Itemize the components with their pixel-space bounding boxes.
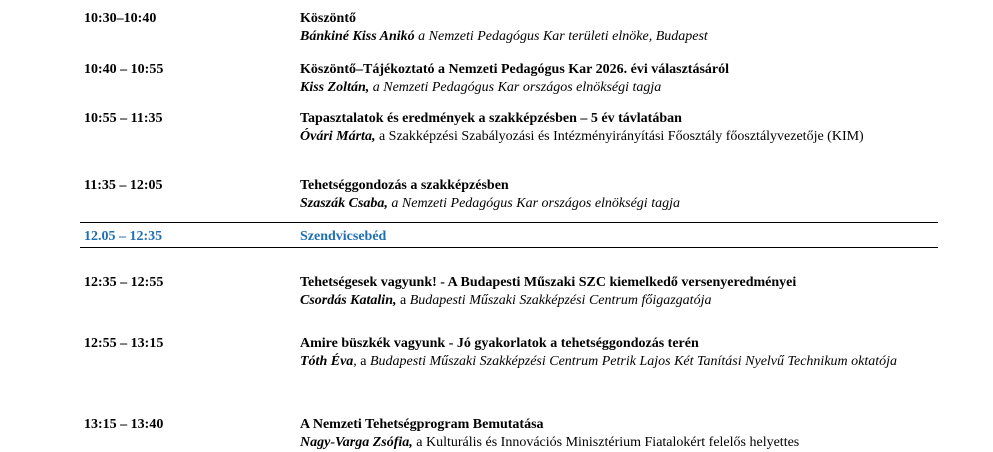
program-speaker-line <box>300 353 920 371</box>
program-title: A Nemzeti Tehetségprogram Bemutatása <box>300 417 544 432</box>
speaker-role: Budapesti Műszaki Szakképzési Centrum Petrik Lajos Két Tanítási Nyelvű Technikum oktatója <box>370 354 898 369</box>
program-content <box>300 110 920 146</box>
speaker-name: Tóth Éva <box>300 354 354 369</box>
program-time: 10:55 – 11:35 <box>84 111 163 126</box>
program-time: 10:30–10:40 <box>84 11 157 26</box>
program-content <box>300 177 920 213</box>
break-title: Szendvicsebéd <box>300 229 387 244</box>
program-content <box>300 416 920 452</box>
divider-line <box>80 222 938 223</box>
program-title: Tapasztalatok és eredmények a szakképzésben – 5 év távlatában <box>300 111 682 126</box>
program-title: Köszöntő <box>300 11 356 26</box>
speaker-name: Bánkiné Kiss Anikó <box>300 29 415 44</box>
program-content <box>300 274 920 310</box>
program-speaker-line <box>300 128 920 146</box>
speaker-role: Budapesti Műszaki Szakképzési Centrum főigazgatója <box>409 293 712 308</box>
speaker-name: Nagy-Varga Zsófia, <box>300 435 413 450</box>
program-time: 12:55 – 13:15 <box>84 336 164 351</box>
program-content <box>300 10 920 46</box>
speaker-separator: a <box>396 293 410 308</box>
program-speaker-line <box>300 28 920 46</box>
divider-line <box>80 247 938 248</box>
break-content <box>300 228 920 246</box>
speaker-role: a Nemzeti Pedagógus Kar országos elnökségi tagja <box>372 80 662 95</box>
program-speaker-line <box>300 79 920 97</box>
program-time: 13:15 – 13:40 <box>84 417 164 432</box>
speaker-separator: , a <box>353 354 370 369</box>
break-time: 12.05 – 12:35 <box>84 229 163 244</box>
program-time: 10:40 – 10:55 <box>84 62 164 77</box>
program-speaker-line <box>300 292 920 310</box>
program-title: Amire büszkék vagyunk - Jó gyakorlatok a tehetséggondozás terén <box>300 336 699 351</box>
speaker-name: Óvári Márta, <box>300 129 376 144</box>
speaker-name: Szaszák Csaba, <box>300 196 388 211</box>
speaker-separator: a <box>412 435 426 450</box>
program-title: Tehetséggondozás a szakképzésben <box>300 178 509 193</box>
program-speaker-line <box>300 434 920 452</box>
speaker-name: Kiss Zoltán, <box>300 80 370 95</box>
program-time: 11:35 – 12:05 <box>84 178 163 193</box>
program-title: Köszöntő–Tájékoztató a Nemzeti Pedagógus Kar 2026. évi választásáról <box>300 62 730 77</box>
program-title: Tehetségesek vagyunk! - A Budapesti Műszaki SZC kiemelkedő versenyeredményei <box>300 275 797 290</box>
program-speaker-line <box>300 195 920 213</box>
speaker-role: Kulturális és Innovációs Minisztérium Fiatalokért felelős helyettes <box>426 435 800 450</box>
program-content <box>300 335 920 371</box>
speaker-role: a Szakképzési Szabályozási és Intézményirányítási Főosztály főosztályvezetője (KIM) <box>378 129 864 144</box>
program-content <box>300 61 920 97</box>
program-time: 12:35 – 12:55 <box>84 275 164 290</box>
speaker-role: a Nemzeti Pedagógus Kar országos elnökségi tagja <box>391 196 680 211</box>
speaker-name: Csordás Katalin, <box>300 293 397 308</box>
speaker-role: a Nemzeti Pedagógus Kar területi elnöke, Budapest <box>418 29 708 44</box>
